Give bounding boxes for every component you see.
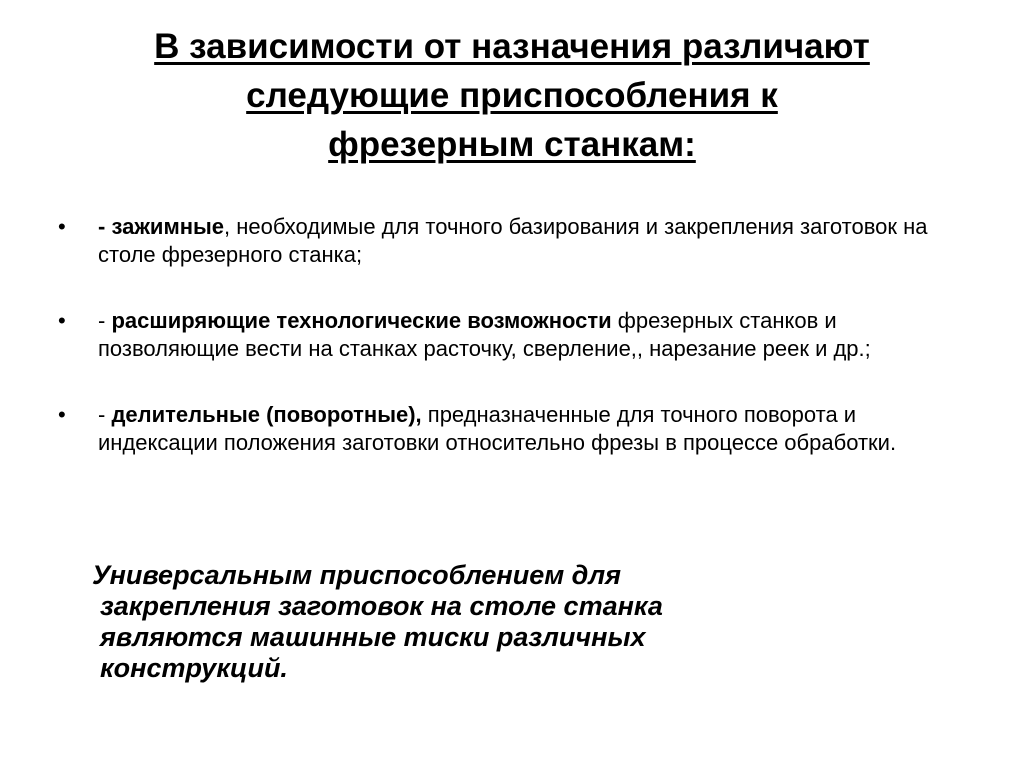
conclusion-line-4: конструкций.: [100, 653, 288, 683]
bullet-marker: •: [58, 214, 66, 239]
title-line-1: В зависимости от назначения различают: [154, 27, 870, 66]
title-line-2: следующие приспособления к: [246, 76, 778, 115]
conclusion-line-3: являются машинные тиски различных: [100, 622, 646, 652]
conclusion-line-2: закрепления заготовок на столе станка: [100, 591, 663, 621]
title-line-3: фрезерным станкам:: [328, 125, 696, 164]
bullet-item-dividing: [58, 401, 958, 457]
slide-title: [40, 22, 984, 169]
conclusion-text: [92, 560, 812, 684]
bullet-prefix: -: [98, 402, 112, 427]
bullet-term: расширяющие технологические возможности: [111, 308, 612, 333]
bullet-term: делительные (поворотные),: [111, 402, 422, 427]
bullet-marker: •: [58, 308, 66, 333]
bullet-list: [58, 213, 958, 457]
bullet-description: предназначенные для точного поворота и индексации положения заготовки относительно фрезы в процессе обработки.: [98, 402, 897, 455]
bullet-description: фрезерных станков и позволяющие вести на станках расточку, сверление,, нарезание реек и др.;: [98, 308, 871, 361]
bullet-item-extending: [58, 307, 958, 363]
bullet-description: , необходимые для точного базирования и закрепления заготовок на столе фрезерного станка;: [98, 214, 928, 267]
bullet-prefix: -: [98, 308, 112, 333]
bullet-item-clamping: [58, 213, 958, 269]
bullet-marker: •: [58, 402, 66, 427]
bullet-term: - зажимные: [98, 214, 225, 239]
conclusion-line-1: Универсальным приспособлением для: [92, 560, 622, 590]
